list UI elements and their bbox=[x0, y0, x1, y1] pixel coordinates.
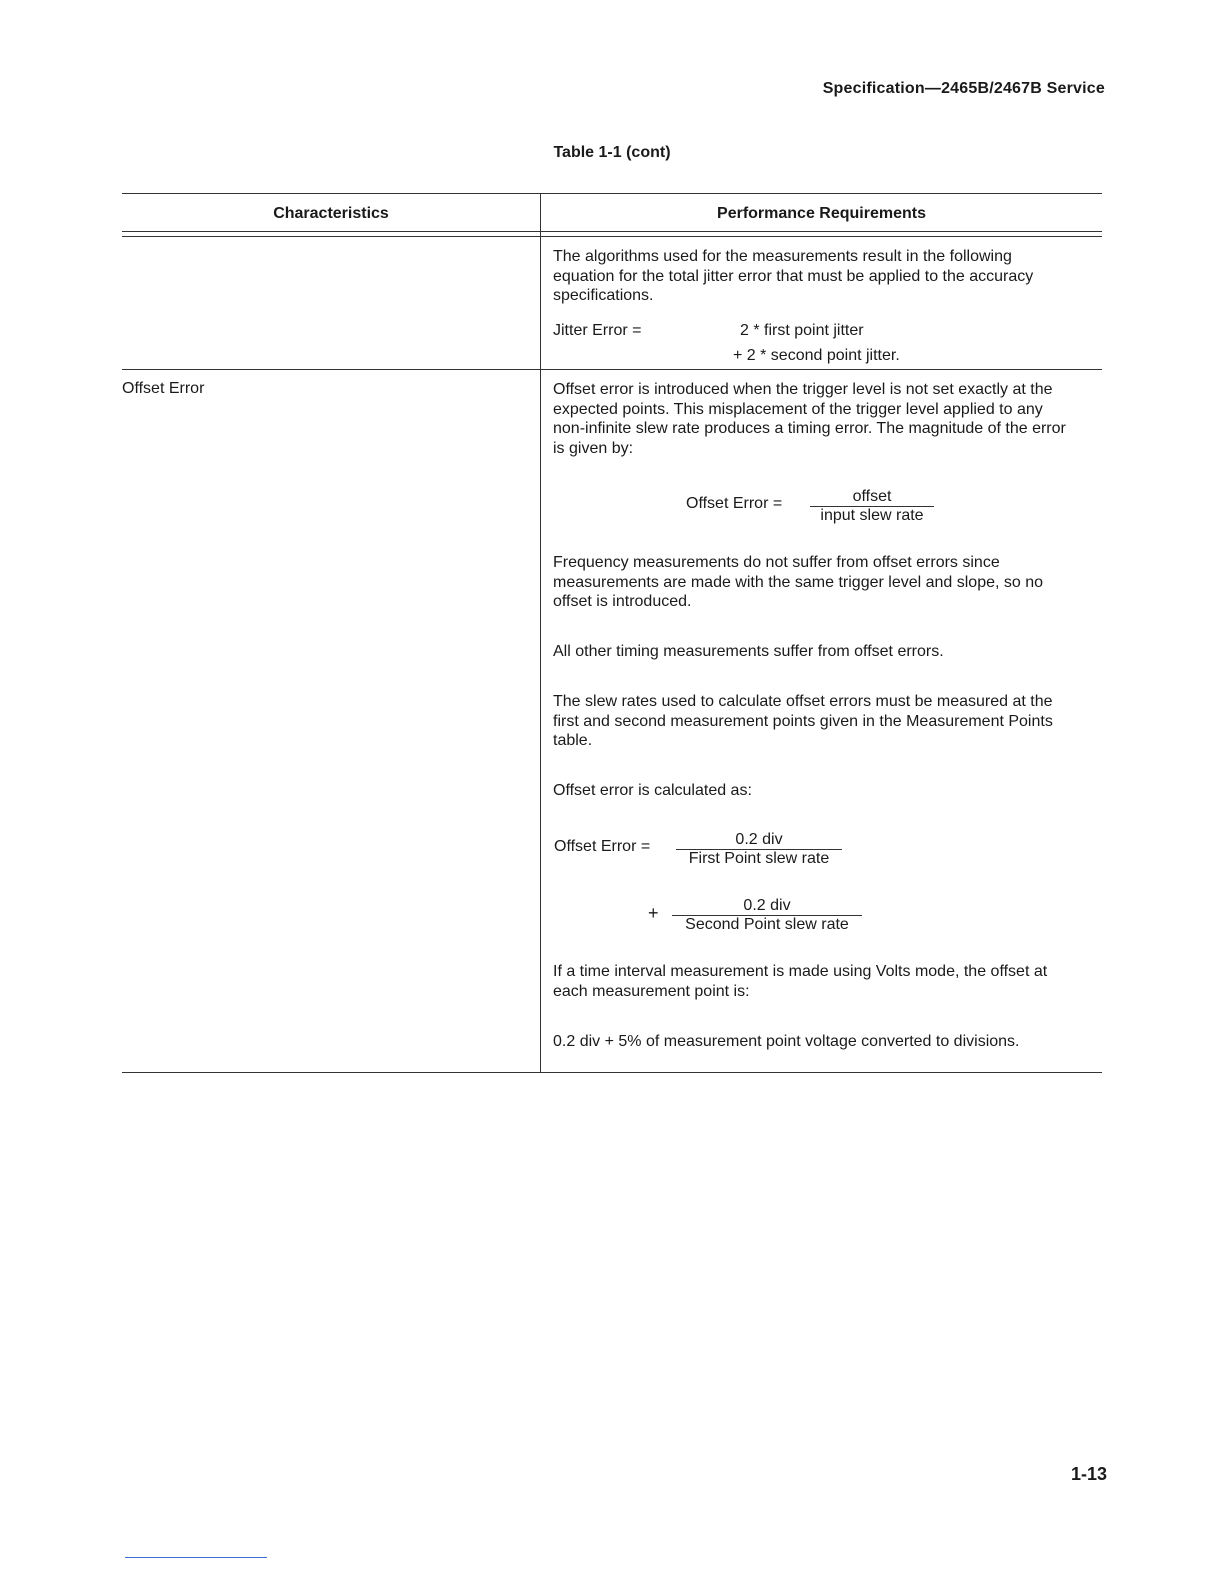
second-point-denominator: Second Point slew rate bbox=[685, 916, 849, 933]
frequency-offset-note: Frequency measurements do not suffer from offset errors since measurements are made with the same trigger level and slope, so no offset is introduced. bbox=[553, 554, 1044, 610]
table-top-rule bbox=[122, 193, 1102, 194]
column-header-characteristics: Characteristics bbox=[273, 205, 389, 222]
offset-calc-intro: Offset error is calculated as: bbox=[553, 782, 752, 799]
jitter-equation-line1: 2 * first point jitter bbox=[740, 322, 864, 339]
page-number: 1-13 bbox=[1070, 1464, 1107, 1484]
row-divider-rule bbox=[122, 369, 1102, 370]
volts-mode-note: If a time interval measurement is made using Volts mode, the offset at each measurement point is: bbox=[553, 963, 1048, 1000]
offset-calc-equation-label: Offset Error = bbox=[554, 838, 651, 855]
table-bottom-rule bbox=[122, 1072, 1102, 1073]
characteristic-offset-error: Offset Error bbox=[122, 380, 205, 397]
header-rule-lower bbox=[122, 236, 1102, 237]
slew-rate-note: The slew rates used to calculate offset errors must be measured at the first and second measurement points given in the Measurement Points table. bbox=[553, 693, 1053, 749]
column-divider bbox=[540, 193, 541, 1073]
offset-equation-denominator: input slew rate bbox=[820, 507, 924, 524]
running-header: Specification—2465B/2467B Service bbox=[822, 80, 1105, 97]
jitter-description: The algorithms used for the measurements result in the following equation for the total jitter error that must be applied to the accuracy specifications. bbox=[553, 248, 1034, 304]
table-title: Table 1-1 (cont) bbox=[553, 144, 671, 161]
first-point-numerator: 0.2 div bbox=[735, 831, 783, 848]
footer-rule bbox=[125, 1557, 267, 1558]
jitter-equation-label: Jitter Error = bbox=[553, 322, 642, 339]
plus-sign: + bbox=[648, 903, 659, 923]
second-point-numerator: 0.2 div bbox=[743, 897, 791, 914]
offset-error-intro: Offset error is introduced when the trigger level is not set exactly at the expected points. This misplacement of the trigger level applied to any non-infinite slew rate produces a timing error. The magnitude of the error is given by: bbox=[553, 381, 1066, 457]
offset-formula-volts: 0.2 div + 5% of measurement point voltage converted to divisions. bbox=[553, 1033, 1020, 1050]
offset-equation-label: Offset Error = bbox=[686, 495, 783, 512]
second-point-fraction bbox=[672, 897, 862, 934]
header-rule-upper bbox=[122, 231, 1102, 232]
jitter-equation-line2: + 2 * second point jitter. bbox=[733, 347, 900, 364]
offset-equation-fraction bbox=[810, 488, 934, 525]
first-point-denominator: First Point slew rate bbox=[688, 850, 830, 867]
specification-table bbox=[122, 193, 1102, 1073]
column-header-performance: Performance Requirements bbox=[717, 205, 926, 222]
timing-offset-note: All other timing measurements suffer from offset errors. bbox=[553, 643, 944, 660]
first-point-fraction bbox=[676, 831, 842, 868]
offset-equation-numerator: offset bbox=[852, 488, 892, 505]
